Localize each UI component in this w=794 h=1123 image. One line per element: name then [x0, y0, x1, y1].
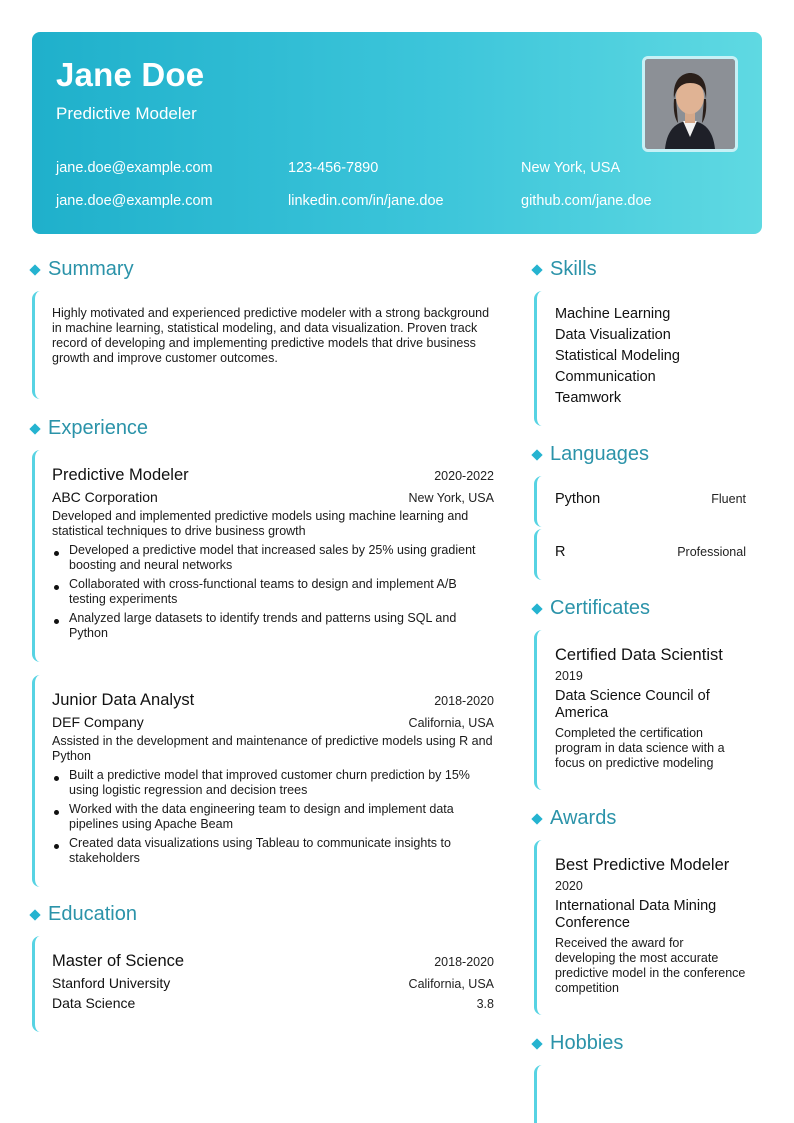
school-name: Stanford University — [52, 975, 171, 991]
list-item: Built a predictive model that improved customer churn prediction by 15% using logistic regression and decision trees — [52, 768, 494, 798]
skills-heading — [533, 258, 597, 281]
diamond-icon — [531, 603, 542, 614]
job-title: Junior Data Analyst — [52, 691, 195, 709]
experience-heading — [31, 417, 148, 440]
candidate-name: Jane Doe — [56, 56, 205, 93]
education-title: Education — [48, 903, 137, 925]
diamond-icon — [531, 1038, 542, 1049]
resume-header — [32, 32, 762, 234]
language-level: Professional — [677, 545, 746, 559]
experience-entry — [32, 450, 494, 662]
language-row — [555, 491, 746, 507]
language-entry — [534, 529, 746, 580]
job-header-row — [52, 691, 494, 710]
contact-linkedin[interactable]: linkedin.com/in/jane.doe — [288, 193, 444, 209]
award-year: 2020 — [555, 879, 583, 893]
certificate-entry — [534, 630, 746, 790]
awards-title: Awards — [550, 807, 617, 829]
education-dates: 2018-2020 — [434, 955, 494, 969]
certificates-title: Certificates — [550, 597, 651, 619]
language-row — [555, 544, 746, 560]
certificates-heading — [533, 597, 650, 620]
job-description: Developed and implemented predictive models using machine learning and statistical techniques to drive business growth — [52, 509, 469, 538]
degree-row — [52, 952, 494, 971]
hobbies-block — [534, 1065, 746, 1123]
company-name: DEF Company — [52, 714, 144, 730]
diamond-icon — [531, 813, 542, 824]
education-heading — [31, 903, 137, 926]
gpa: 3.8 — [476, 997, 494, 1011]
job-header-row — [52, 466, 494, 485]
job-location: New York, USA — [408, 491, 494, 505]
summary-heading — [31, 258, 134, 281]
diamond-icon — [29, 423, 40, 434]
skill-item: Data Visualization — [555, 327, 671, 343]
profile-photo-image — [645, 59, 735, 149]
certificate-issuer: Data Science Council of America — [555, 688, 710, 721]
summary-block — [32, 291, 494, 399]
job-description: Assisted in the development and maintenance of predictive models using R and Python — [52, 734, 493, 763]
award-issuer: International Data Mining Conference — [555, 898, 717, 931]
diamond-icon — [531, 264, 542, 275]
contact-phone[interactable]: 123-456-7890 — [288, 160, 379, 176]
job-title: Predictive Modeler — [52, 466, 189, 484]
diamond-icon — [531, 449, 542, 460]
summary-title: Summary — [48, 258, 134, 280]
certificate-title: Certified Data Scientist — [555, 646, 723, 664]
skill-item: Teamwork — [555, 390, 622, 406]
job-bullets — [52, 768, 494, 866]
diamond-icon — [29, 909, 40, 920]
languages-heading — [533, 443, 649, 466]
languages-title: Languages — [550, 443, 649, 465]
school-location: California, USA — [408, 977, 494, 991]
summary-text: Highly motivated and experienced predictive modeler with a strong background in machine learning, statistical modeling, and data visualization. Proven track record of developing and implementing predictive models that drive business growth and improve customer outcomes. — [52, 306, 490, 365]
field-of-study: Data Science — [52, 995, 136, 1011]
contact-email[interactable]: jane.doe@example.com — [56, 160, 213, 176]
diamond-icon — [29, 264, 40, 275]
skill-item: Communication — [555, 369, 656, 385]
hobbies-title: Hobbies — [550, 1032, 624, 1054]
skills-title: Skills — [550, 258, 597, 280]
certificate-description: Completed the certification program in data science with a focus on predictive modeling — [555, 726, 725, 770]
experience-entry — [32, 675, 494, 887]
award-title: Best Predictive Modeler — [555, 856, 730, 874]
contact-github[interactable]: github.com/jane.doe — [521, 193, 652, 209]
contact-location: New York, USA — [521, 160, 621, 176]
list-item: Created data visualizations using Tableau to communicate insights to stakeholders — [52, 836, 494, 866]
skill-item: Statistical Modeling — [555, 348, 680, 364]
candidate-title: Predictive Modeler — [56, 104, 197, 123]
job-location: California, USA — [408, 716, 494, 730]
field-row — [52, 995, 494, 1011]
award-description: Received the award for developing the most accurate predictive model in the conference competition — [555, 936, 746, 995]
company-row — [52, 489, 494, 505]
award-entry — [534, 840, 746, 1015]
language-name: Python — [555, 491, 601, 507]
contact-email-secondary[interactable]: jane.doe@example.com — [56, 193, 213, 209]
list-item: Developed a predictive model that increased sales by 25% using gradient boosting and neural networks — [52, 543, 494, 573]
skill-item: Machine Learning — [555, 306, 671, 322]
language-name: R — [555, 544, 566, 560]
job-bullets — [52, 543, 494, 641]
school-row — [52, 975, 494, 991]
certificate-year: 2019 — [555, 669, 583, 683]
language-level: Fluent — [711, 492, 746, 506]
list-item: Analyzed large datasets to identify trends and patterns using SQL and Python — [52, 611, 494, 641]
degree-name: Master of Science — [52, 952, 185, 970]
profile-photo — [642, 56, 738, 152]
company-name: ABC Corporation — [52, 489, 158, 505]
job-dates: 2018-2020 — [434, 694, 494, 708]
hobbies-heading — [533, 1032, 623, 1055]
list-item: Worked with the data engineering team to design and implement data pipelines using Apache Beam — [52, 802, 494, 832]
education-entry — [32, 936, 494, 1032]
company-row — [52, 714, 494, 730]
job-dates: 2020-2022 — [434, 469, 494, 483]
list-item: Collaborated with cross-functional teams to design and implement A/B testing experiments — [52, 577, 494, 607]
awards-heading — [533, 807, 616, 830]
experience-title: Experience — [48, 417, 149, 439]
language-entry — [534, 476, 746, 527]
skills-block — [534, 291, 746, 426]
